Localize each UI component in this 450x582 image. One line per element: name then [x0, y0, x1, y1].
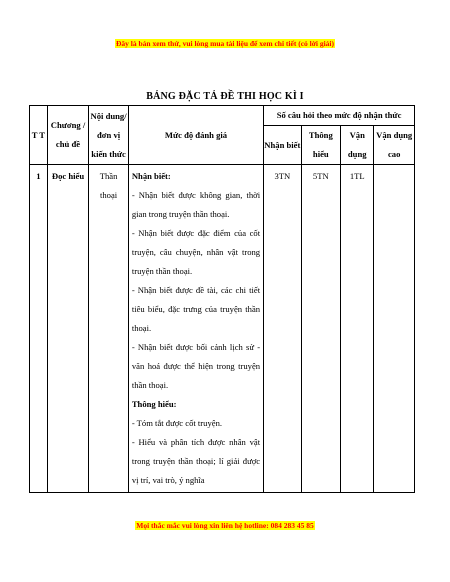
- header-question-count: Số câu hỏi theo mức độ nhận thức: [264, 106, 415, 126]
- document-title: BẢNG ĐẶC TẢ ĐỀ THI HỌC KÌ I: [146, 91, 304, 102]
- row-apply-high-count: [374, 165, 415, 493]
- header-apply: Vận dụng: [341, 126, 374, 165]
- row-content: Thần thoại: [89, 165, 129, 493]
- header-level: Mức độ đánh giá: [128, 106, 263, 165]
- row-chapter: Đọc hiểu: [47, 165, 89, 493]
- specification-table: [29, 105, 415, 493]
- preview-banner-text: Đây là bản xem thử, vui lòng mua tài liệu để xem chi tiết (có lời giải): [115, 39, 335, 48]
- understand-item: - Hiểu và phân tích được nhân vật trong truyện thần thoại; lí giải được vị trí, vai trò, ý nghĩa: [131, 437, 261, 485]
- recognize-item: - Nhận biết được không gian, thời gian trong truyện thần thoại.: [131, 190, 261, 219]
- table-row: [30, 165, 415, 493]
- row-understand-count: 5TN: [301, 165, 341, 493]
- header-tt: T T: [30, 106, 48, 165]
- preview-banner: [0, 38, 450, 49]
- header-chapter: Chương / chủ đề: [47, 106, 89, 165]
- recognize-heading: Nhận biết:: [131, 171, 171, 181]
- recognize-item: - Nhận biết được bối cảnh lịch sử - văn hoá được thể hiện trong truyện thần thoại.: [131, 342, 261, 390]
- hotline-banner-text: Mọi thắc mắc vui lòng xin liên hệ hotline: 084 283 45 85: [136, 521, 314, 530]
- recognize-item: - Nhận biết được đặc điểm của cốt truyện, câu chuyện, nhân vật trong truyện thần thoại.: [131, 228, 261, 276]
- understand-heading: Thông hiểu:: [131, 399, 177, 409]
- row-tt: 1: [30, 165, 48, 493]
- row-apply-count: 1TL: [341, 165, 374, 493]
- header-content: Nội dung/ đơn vị kiến thức: [89, 106, 129, 165]
- header-understand: Thông hiểu: [301, 126, 341, 165]
- row-evaluation-level: [128, 165, 263, 493]
- row-recognize-count: 3TN: [264, 165, 301, 493]
- header-recognize: Nhận biết: [264, 126, 301, 165]
- recognize-item: - Nhận biết được đề tài, các chi tiết tiêu biểu, đặc trưng của truyện thần thoại.: [131, 285, 261, 333]
- header-row-1: [30, 106, 415, 126]
- understand-item: - Tóm tắt được cốt truyện.: [131, 418, 223, 428]
- hotline-banner: [0, 520, 450, 531]
- header-apply-high: Vận dụng cao: [374, 126, 415, 165]
